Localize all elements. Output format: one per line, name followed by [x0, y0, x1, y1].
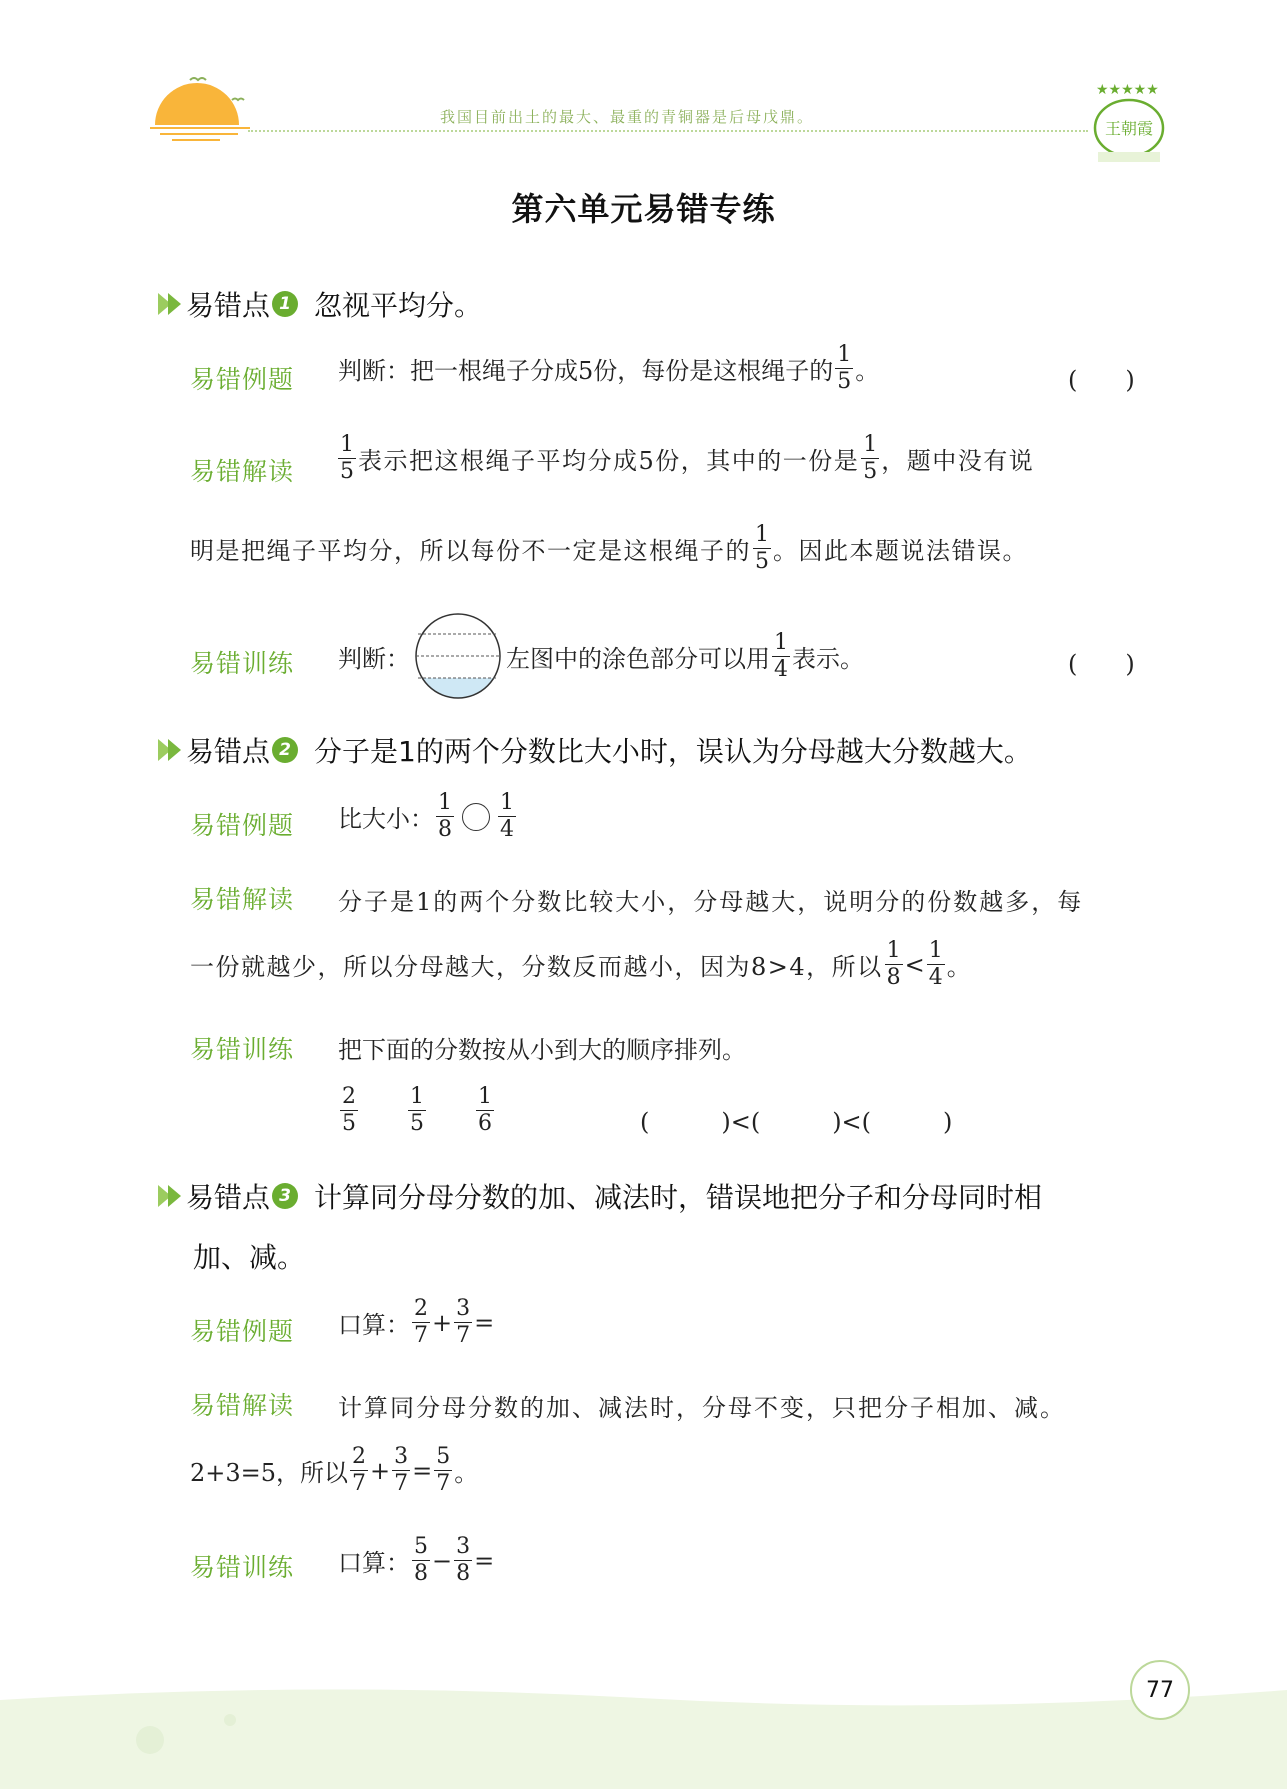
example-question: 口算： $\frac{2}{7}$ + $\frac{3}{7}$ =	[338, 1296, 495, 1348]
fraction: $\frac{1}{5}$	[755, 522, 769, 574]
example-label: 易错例题	[190, 365, 295, 394]
fraction: $\frac{3}{8}$	[456, 1534, 471, 1586]
example-label: 易错例题	[190, 1317, 295, 1346]
fraction: $\frac{2}{7}$	[352, 1444, 367, 1496]
train-label: 易错训练	[190, 1035, 295, 1064]
brand-badge-icon	[1088, 78, 1170, 168]
example-question: 判断：把一根绳子分成5份，每份是这根绳子的 $\frac{1}{5}$ 。	[338, 342, 880, 394]
fraction: $\frac{1}{8}$	[886, 938, 901, 990]
explain-label: 易错解读	[190, 885, 295, 914]
point-number-badge: 3	[272, 1183, 298, 1209]
explain-line-1: 计算同分母分数的加、减法时，分母不变，只把分子相加、减。	[338, 1394, 1066, 1422]
explain-line-2: 明是把绳子平均分，所以每份不一定是这根绳子的 $\frac{1}{5}$ 。因此本题说法错误。	[190, 522, 1028, 574]
section-3-header	[158, 1176, 1042, 1216]
fraction: $\frac{1}{5}$	[863, 432, 878, 484]
fraction: $\frac{1}{5}$	[410, 1084, 424, 1136]
train-fractions	[338, 1084, 496, 1137]
order-answer-blanks[interactable]: ( )<( )<( )	[640, 1108, 953, 1136]
explain-label: 易错解读	[190, 1391, 295, 1420]
fraction: $\frac{3}{7}$	[456, 1296, 471, 1348]
page-title: 第六单元易错专练	[511, 190, 776, 228]
point-label: 易错点	[186, 289, 271, 322]
explain-line-2: 一份就越少，所以分母越大，分数反而越小，因为8>4，所以 $\frac{1}{8}$ < $\frac{1}{4}$ 。	[190, 938, 971, 990]
double-arrow-icon	[158, 293, 178, 315]
explain-line-1: $\frac{1}{5}$ 表示把这根绳子平均分成5份，其中的一份是 $\frac{1}{5}$ ，题中没有说	[340, 432, 1035, 484]
footer-wave-decoration	[0, 1680, 1287, 1789]
fraction: $\frac{1}{5}$	[837, 342, 852, 394]
answer-blank[interactable]: ( )	[1068, 650, 1135, 678]
train-question: 把下面的分数按从小到大的顺序排列。	[338, 1036, 746, 1064]
train-label: 易错训练	[190, 1553, 295, 1582]
fraction: $\frac{3}{7}$	[394, 1444, 409, 1496]
double-arrow-icon	[158, 1185, 178, 1207]
page-number: 77	[1130, 1660, 1190, 1720]
fraction: $\frac{5}{8}$	[414, 1534, 428, 1586]
train-question: 判断： 左图中的涂色部分可以用 $\frac{1}{4}$ 表示。	[338, 612, 864, 700]
double-arrow-icon	[158, 739, 178, 761]
section-title: 忽视平均分。	[314, 289, 483, 322]
point-label: 易错点	[186, 1181, 271, 1214]
explain-label: 易错解读	[190, 457, 295, 486]
train-question: 口算： $\frac{5}{8}$ − $\frac{3}{8}$ =	[338, 1534, 495, 1586]
point-label: 易错点	[186, 735, 271, 768]
point-number-badge: 2	[272, 737, 298, 763]
explain-line-1: 分子是1的两个分数比较大小，分母越大，说明分的份数越多，每	[338, 888, 1084, 916]
fraction: $\frac{2}{5}$	[342, 1084, 356, 1136]
answer-blank[interactable]: ( )	[1068, 366, 1135, 394]
header-quote: 我国目前出土的最大、最重的青铜器是后母戊鼎。	[440, 108, 815, 126]
fraction: $\frac{2}{7}$	[414, 1296, 428, 1348]
fraction: $\frac{1}{4}$	[928, 938, 943, 990]
fraction: $\frac{1}{4}$	[774, 629, 788, 682]
badge-text: 王朝霞	[1104, 119, 1154, 138]
point-number-badge: 1	[272, 291, 298, 317]
fraction: $\frac{1}{8}$	[438, 790, 452, 842]
circle-shaded-diagram	[414, 612, 502, 700]
example-question: 比大小： $\frac{1}{8}$ $\frac{1}{4}$	[338, 790, 514, 842]
explain-line-2: 2+3=5，所以 $\frac{2}{7}$ + $\frac{3}{7}$ = $\frac{5}{7}$ 。	[190, 1444, 479, 1496]
compare-circle[interactable]	[462, 803, 490, 831]
fraction: $\frac{1}{5}$	[340, 432, 354, 484]
example-label: 易错例题	[190, 811, 295, 840]
section-title: 分子是1的两个分数比大小时，误认为分母越大分数越大。	[314, 735, 1032, 768]
fraction: $\frac{1}{6}$	[478, 1084, 492, 1136]
section-2-header	[158, 730, 1032, 770]
section-title-continued: 加、减。	[193, 1241, 306, 1274]
section-1-header	[158, 284, 482, 324]
train-label: 易错训练	[190, 649, 295, 678]
fraction: $\frac{5}{7}$	[436, 1444, 451, 1496]
section-title: 计算同分母分数的加、减法时，错误地把分子和分母同时相	[314, 1181, 1043, 1214]
svg-text:★★★★★: ★★★★★	[1096, 82, 1159, 98]
fraction: $\frac{1}{4}$	[500, 790, 514, 842]
header-divider	[248, 130, 1088, 132]
sunset-logo-icon	[150, 70, 260, 155]
